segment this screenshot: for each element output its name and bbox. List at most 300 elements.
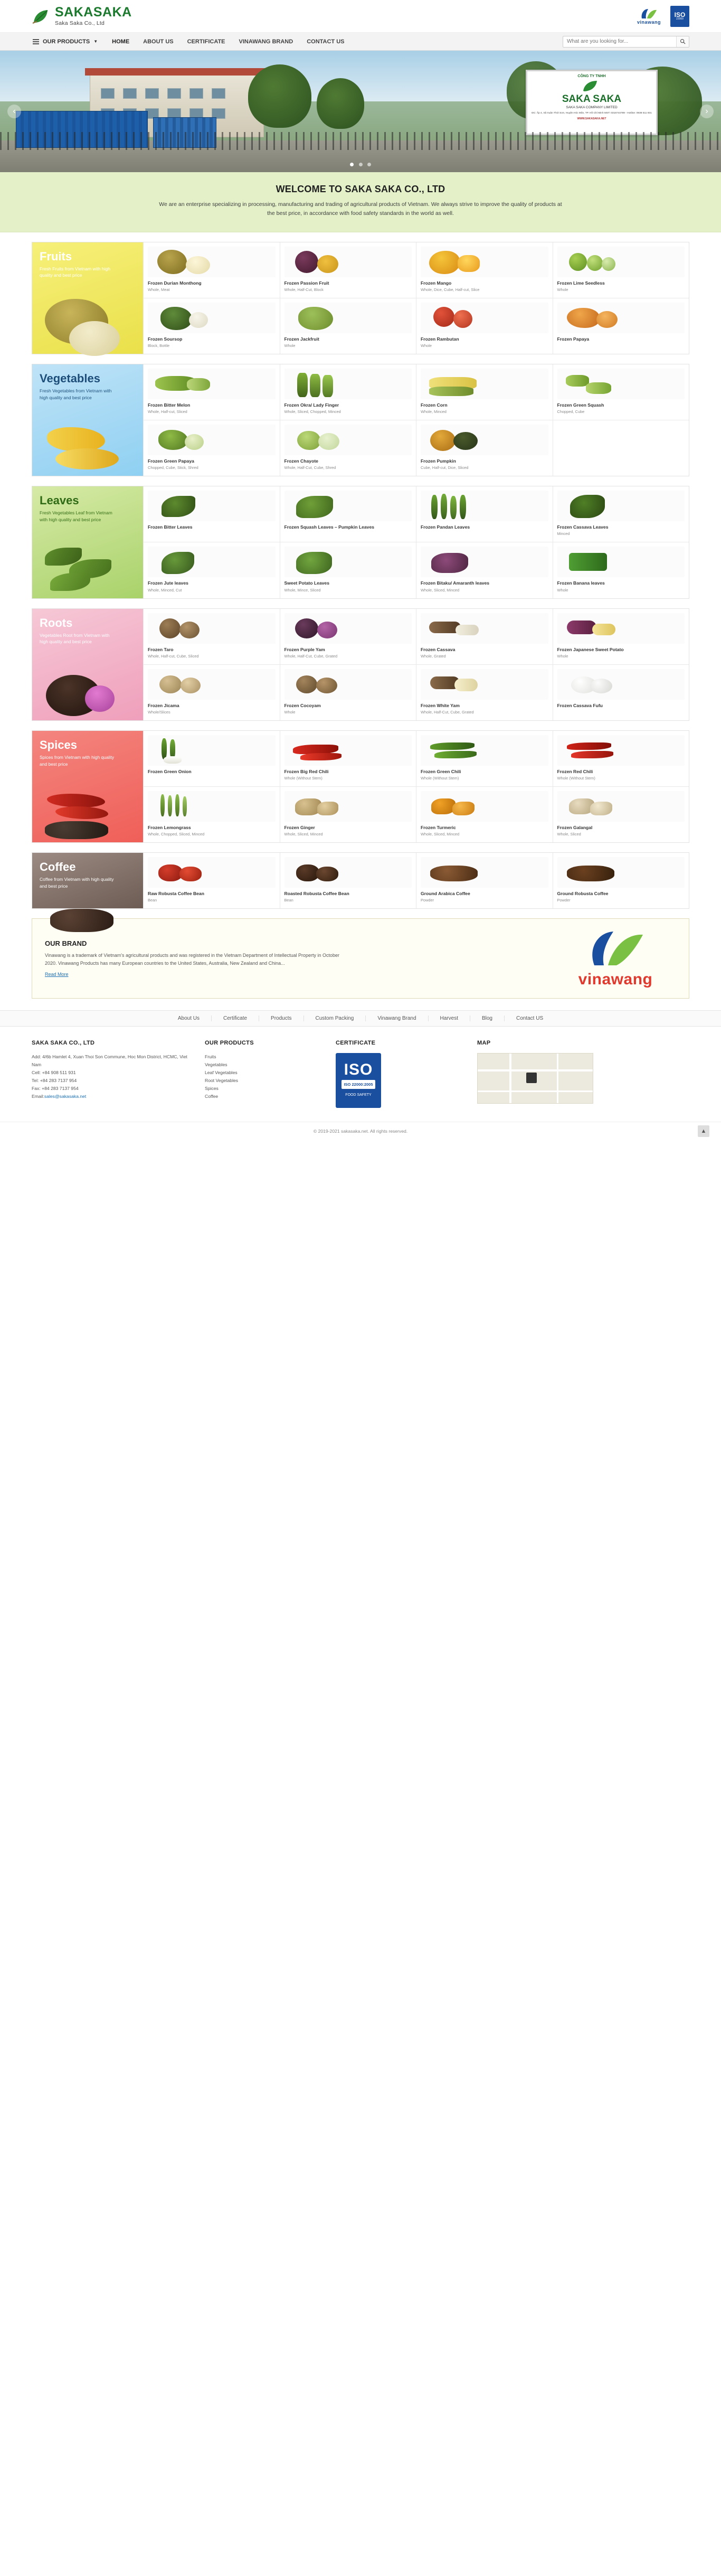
product-card[interactable]: [553, 364, 689, 420]
category-roots-illustration: [40, 651, 136, 712]
product-name: Frozen Squash Leaves – Pumpkin Leaves: [284, 524, 375, 530]
category-spices-grid: [143, 731, 689, 842]
main-navbar: [0, 33, 721, 51]
product-desc: Whole, Sliced, Minced: [421, 832, 460, 837]
product-desc: Whole, Sliced, Chopped, Minced: [284, 409, 341, 415]
category-fruits-header: [32, 242, 143, 354]
product-card[interactable]: [280, 542, 416, 598]
hero-dot-3[interactable]: [367, 163, 371, 166]
hero-next-arrow[interactable]: ›: [700, 105, 714, 118]
category-vegetables-illustration: [40, 406, 136, 467]
product-image: [557, 669, 685, 700]
category-fruits: [32, 242, 689, 354]
product-name: Frozen Pandan Leaves: [421, 524, 470, 530]
product-card[interactable]: [416, 486, 553, 542]
footer-fax: Fax: +84 283 7137 954: [32, 1085, 79, 1091]
category-leaves-title: Leaves: [40, 494, 79, 507]
product-desc: Chopped, Cube, Stick, Shred: [148, 465, 198, 471]
product-desc: Whole, Half-Cut, Cube, Shred: [284, 465, 336, 471]
product-desc: Minced: [557, 531, 570, 537]
product-card[interactable]: [416, 853, 553, 908]
footer-company-title: SAKA SAKA CO., LTD: [32, 1040, 95, 1047]
our-brand-box: [32, 918, 689, 999]
footer-product-spices[interactable]: Spices: [205, 1085, 219, 1091]
category-vegetables-header: [32, 364, 143, 476]
product-desc: Whole, Dice, Cube, Half-cut, Slice: [421, 287, 480, 292]
sign-leaf-icon: [581, 79, 602, 93]
product-image: [148, 547, 276, 577]
nav-items: [105, 33, 351, 50]
category-leaves-grid: [143, 486, 689, 598]
category-spices-illustration: [40, 773, 136, 834]
welcome-text: We are an enterprise specializing in processing, manufacturing and trading of agricultural products of Vietnam. We always strive to improve the quality of products at the best price, in accordance with food safety standards in the world as well.: [159, 201, 562, 217]
product-card[interactable]: [143, 542, 280, 598]
top-header: [0, 0, 721, 33]
footer-nav: [0, 1010, 721, 1027]
product-card[interactable]: [143, 853, 280, 908]
page-root: [0, 0, 721, 1142]
footer: [0, 1027, 721, 1121]
nav-item-contact-us[interactable]: CONTACT US: [307, 38, 345, 45]
product-name: Frozen Purple Yam: [284, 646, 325, 652]
product-card[interactable]: [553, 298, 689, 354]
product-image: [421, 791, 548, 822]
product-card[interactable]: [280, 420, 416, 476]
product-image: [284, 425, 412, 455]
footer-product-leaf-vegetables[interactable]: Leaf Vegetables: [205, 1069, 238, 1075]
footer-link-certificate[interactable]: Certificate: [212, 1016, 259, 1021]
category-fruits-illustration: [40, 284, 136, 345]
product-name: Frozen Soursop: [148, 336, 183, 342]
categories-section: [0, 232, 721, 909]
product-card[interactable]: [416, 242, 553, 298]
category-roots-title: Roots: [40, 616, 73, 629]
product-desc: Whole, Sliced, Minced: [421, 587, 460, 593]
product-name: Frozen Cocoyam: [284, 702, 321, 708]
site-logo[interactable]: [32, 6, 132, 26]
product-image: [557, 491, 685, 521]
product-name: Frozen Chayote: [284, 458, 318, 464]
product-image: [421, 247, 548, 277]
product-row: [143, 853, 689, 908]
product-card[interactable]: [143, 420, 280, 476]
product-card[interactable]: [143, 486, 280, 542]
product-desc: Chopped, Cube: [557, 409, 585, 415]
footer-product-fruits[interactable]: Fruits: [205, 1054, 216, 1059]
category-leaves-illustration: [40, 529, 136, 590]
product-image: [284, 791, 412, 822]
product-card[interactable]: [553, 787, 689, 842]
footer-product-coffee[interactable]: Coffee: [205, 1093, 219, 1099]
footer-link-custom-packing[interactable]: Custom Packing: [304, 1016, 366, 1021]
product-card[interactable]: [416, 665, 553, 720]
category-fruits-grid: [143, 242, 689, 354]
product-name: Raw Robusta Coffee Bean: [148, 891, 204, 897]
product-card[interactable]: [553, 486, 689, 542]
vinawang-logo-icon: [584, 928, 647, 970]
product-image: [148, 425, 276, 455]
footer-products-column: [205, 1038, 321, 1107]
product-name: Frozen Jicama: [148, 702, 179, 708]
product-desc: Powder: [421, 898, 434, 903]
footer-link-products[interactable]: Products: [259, 1016, 303, 1021]
hero-company-sign: [526, 70, 658, 135]
category-coffee-header: [32, 853, 143, 908]
product-desc: Whole, Minced: [421, 409, 447, 415]
welcome-section: [0, 172, 721, 232]
product-image: [421, 491, 548, 521]
product-name: Frozen Mango: [421, 280, 452, 286]
sign-address: ĐC: Ấp 4, Xã Xuân Thới Sơn, Huyện Hóc Môn, TP. Hồ Chí Minh MST: 0316744789 - Hotline: 0938 511 931: [532, 111, 652, 115]
product-row: [143, 787, 689, 842]
product-row: [143, 242, 689, 298]
copyright-bar: [0, 1122, 721, 1142]
product-image: [421, 303, 548, 333]
hero-tree-1: [248, 64, 311, 128]
footer-map-column: [477, 1038, 689, 1107]
product-card[interactable]: [553, 609, 689, 665]
category-coffee-title: Coffee: [40, 860, 76, 874]
hero-prev-arrow[interactable]: ‹: [7, 105, 21, 118]
product-card[interactable]: [280, 787, 416, 842]
product-desc: Whole, Half-Cut, Cube, Grated: [421, 709, 474, 714]
product-name: Frozen Turmeric: [421, 825, 456, 830]
our-brand-title: OUR BRAND: [45, 939, 87, 948]
product-name: Frozen Taro: [148, 646, 174, 652]
nav-item-about-us[interactable]: ABOUT US: [143, 38, 174, 45]
product-name: Frozen Galangal: [557, 825, 593, 830]
product-card[interactable]: [280, 731, 416, 787]
product-card-empty: [553, 420, 689, 476]
product-image: [421, 369, 548, 399]
hero-dot-1[interactable]: [350, 163, 354, 166]
product-name: Frozen Jute leaves: [148, 580, 188, 586]
product-desc: Whole (Without Stem): [557, 776, 595, 781]
product-name: Frozen Okra/ Lady Finger: [284, 402, 339, 408]
our-brand-text: Vinawang is a trademark of Vietnam's agricultural products and was registered in the Vietnam Department of Intellectual Property in October 2020. Vinawang Products has many European countries to the United States, Australia, New Zealand and China...: [45, 953, 340, 966]
nav-item-certificate[interactable]: CERTIFICATE: [187, 38, 225, 45]
iso-standard-text: ISO 22000:2005: [341, 1080, 375, 1089]
product-image: [284, 247, 412, 277]
product-image: [557, 791, 685, 822]
product-desc: Whole: [284, 343, 296, 348]
footer-map-title: MAP: [477, 1040, 491, 1047]
category-roots-grid: [143, 609, 689, 720]
product-card[interactable]: [143, 731, 280, 787]
product-row: [143, 609, 689, 665]
footer-product-root-vegetables[interactable]: Root Vegetables: [205, 1077, 239, 1083]
iso-badge-text: ISO: [344, 1060, 373, 1078]
product-card[interactable]: [416, 420, 553, 476]
category-vegetables-subtitle: Fresh Vegetables from Vietnam with high quality and best price: [40, 388, 112, 400]
map-embed[interactable]: [477, 1053, 593, 1104]
product-name: Frozen Passion Fruit: [284, 280, 329, 286]
category-leaves-subtitle: Fresh Vegetables Leaf from Vietnam with high quality and best price: [40, 510, 112, 522]
category-coffee-illustration: [40, 895, 136, 900]
product-desc: Powder: [557, 898, 571, 903]
vinawang-brand-word: vinawang: [578, 971, 653, 989]
product-image: [557, 369, 685, 399]
search-button[interactable]: [676, 36, 689, 47]
product-desc: Whole, Half-Cut, Cube, Grated: [284, 653, 338, 659]
product-card[interactable]: [416, 298, 553, 354]
product-card[interactable]: [416, 609, 553, 665]
our-products-menu[interactable]: [32, 33, 105, 50]
product-image: [148, 791, 276, 822]
product-name: Frozen White Yam: [421, 702, 460, 708]
product-name: Frozen Corn: [421, 402, 448, 408]
product-image: [148, 369, 276, 399]
product-name: Ground Robusta Coffee: [557, 891, 609, 897]
footer-link-about-us[interactable]: About Us: [166, 1016, 212, 1021]
product-desc: Cube, Half-cut, Dice, Sliced: [421, 465, 469, 471]
product-image: [557, 857, 685, 888]
category-fruits-subtitle: Fresh Fruits from Vietnam with high quality and best price: [40, 266, 110, 278]
product-desc: Whole: [284, 709, 296, 714]
sign-top-text: CÔNG TY TNHH: [577, 74, 606, 78]
product-image: [421, 425, 548, 455]
category-vegetables-title: Vegetables: [40, 371, 100, 385]
product-card[interactable]: [143, 665, 280, 720]
product-name: Frozen Green Onion: [148, 768, 192, 774]
sign-company-name: SAKA SAKA: [562, 93, 622, 105]
category-roots-subtitle: Vegetables Root from Vietnam with high quality and best price: [40, 632, 110, 645]
product-card[interactable]: [416, 364, 553, 420]
category-roots: [32, 608, 689, 721]
our-products-label: OUR PRODUCTS: [43, 38, 90, 45]
footer-tel: Tel: +84 283 7137 954: [32, 1077, 77, 1083]
leaf-logo-icon: [32, 7, 50, 25]
product-image: [148, 857, 276, 888]
product-card[interactable]: [280, 853, 416, 908]
footer-certificate-column: [336, 1038, 462, 1107]
hero-dots[interactable]: [0, 160, 721, 168]
product-card[interactable]: [553, 853, 689, 908]
hero-tree-2: [317, 78, 364, 129]
product-card[interactable]: [280, 364, 416, 420]
footer-link-vinawang-brand[interactable]: Vinawang Brand: [366, 1016, 428, 1021]
product-card[interactable]: [143, 298, 280, 354]
category-coffee-subtitle: Coffee from Vietnam with high quality and best price: [40, 877, 114, 889]
product-image: [557, 735, 685, 766]
footer-link-harvest[interactable]: Harvest: [429, 1016, 470, 1021]
category-spices: [32, 730, 689, 843]
product-image: [557, 303, 685, 333]
category-vegetables-grid: [143, 364, 689, 476]
product-row: [143, 731, 689, 787]
product-image: [284, 613, 412, 644]
product-desc: Whole: [557, 287, 568, 292]
brand-subtitle: Saka Saka Co., Ltd: [55, 20, 105, 26]
product-image: [148, 613, 276, 644]
product-name: Ground Arabica Coffee: [421, 891, 470, 897]
back-to-top-button[interactable]: ▲: [698, 1125, 709, 1137]
product-name: Frozen Ginger: [284, 825, 315, 830]
copyright-text: © 2019-2021 sakasaka.net. All rights reserved.: [313, 1128, 408, 1134]
product-name: Sweet Potato Leaves: [284, 580, 329, 586]
product-card[interactable]: [553, 731, 689, 787]
product-image: [284, 669, 412, 700]
product-desc: Whole: [557, 653, 568, 659]
product-desc: Whole, Mince, Sliced: [284, 587, 321, 593]
product-card[interactable]: [280, 665, 416, 720]
search-box[interactable]: [563, 36, 689, 48]
product-image: [148, 247, 276, 277]
product-name: Frozen Bitter Melon: [148, 402, 191, 408]
product-name: Frozen Cassava Leaves: [557, 524, 609, 530]
product-card[interactable]: [416, 787, 553, 842]
category-coffee: [32, 852, 689, 909]
footer-address: Add: 4/6b Hamlet 4, Xuan Thoi Son Commune, Hoc Mon District, HCMC, Viet Nam: [32, 1054, 187, 1067]
sign-company-sub: SAKA SAKA COMPANY LIMITED: [566, 105, 618, 109]
product-desc: Bean: [148, 898, 157, 903]
product-image: [557, 613, 685, 644]
vinawang-brand-logo: [555, 928, 676, 989]
product-name: Frozen Banana leaves: [557, 580, 605, 586]
product-name: Frozen Green Squash: [557, 402, 604, 408]
footer-link-contact-us[interactable]: Contact US: [516, 1016, 544, 1022]
search-input[interactable]: [563, 39, 676, 44]
product-name: Frozen Papaya: [557, 336, 590, 342]
product-name: Frozen Green Papaya: [148, 458, 194, 464]
iso-certificate-badge: [336, 1053, 381, 1108]
product-desc: Whole, Sliced, Minced: [284, 832, 323, 837]
sign-website: WWW.SAKASAKA.NET: [577, 117, 606, 121]
product-image: [148, 669, 276, 700]
footer-email-link[interactable]: sales@sakasaka.net: [44, 1093, 87, 1099]
category-spices-header: [32, 731, 143, 842]
product-image: [148, 735, 276, 766]
footer-email-label: Email:: [32, 1093, 44, 1099]
product-desc: Whole (Without Stem): [284, 776, 322, 781]
product-image: [284, 857, 412, 888]
product-name: Frozen Lemongrass: [148, 825, 191, 830]
product-desc: Whole/Slices: [148, 709, 170, 714]
product-desc: Block, Bottle: [148, 343, 170, 348]
product-desc: Whole, Half-cut, Sliced: [148, 409, 187, 415]
product-image: [284, 547, 412, 577]
product-card[interactable]: [143, 609, 280, 665]
product-name: Frozen Bitter Leaves: [148, 524, 193, 530]
category-leaves-header: [32, 486, 143, 598]
product-card[interactable]: [553, 665, 689, 720]
product-image: [421, 547, 548, 577]
product-card[interactable]: [416, 542, 553, 598]
nav-item-home[interactable]: HOME: [112, 38, 130, 45]
product-desc: Whole, Half-Cut, Block: [284, 287, 324, 292]
category-spices-title: Spices: [40, 738, 77, 751]
product-desc: Whole, Grated: [421, 653, 446, 659]
footer-cell: Cell: +84 908 511 931: [32, 1069, 76, 1075]
hero-dot-2[interactable]: [359, 163, 363, 166]
product-card[interactable]: [143, 787, 280, 842]
vinawang-logo[interactable]: [637, 8, 661, 25]
product-image: [148, 303, 276, 333]
footer-products-title: OUR PRODUCTS: [205, 1040, 254, 1047]
product-row: [143, 364, 689, 420]
product-row: [143, 486, 689, 542]
product-desc: Whole, Meat: [148, 287, 170, 292]
product-desc: Whole: [421, 343, 432, 348]
product-image: [421, 735, 548, 766]
product-name: Frozen Red Chili: [557, 768, 593, 774]
vinawang-mark-icon: [640, 8, 658, 20]
product-card[interactable]: [280, 242, 416, 298]
product-card[interactable]: [280, 298, 416, 354]
product-card[interactable]: [143, 242, 280, 298]
product-card[interactable]: [280, 609, 416, 665]
product-card[interactable]: [553, 242, 689, 298]
product-image: [557, 547, 685, 577]
product-desc: Whole, Chopped, Sliced, Minced: [148, 832, 205, 837]
hamburger-icon: [33, 38, 39, 45]
product-image: [421, 857, 548, 888]
nav-item-vinawang-brand[interactable]: VINAWANG BRAND: [239, 38, 293, 45]
product-desc: Whole, Half-cut, Cube, Sliced: [148, 653, 199, 659]
product-image: [148, 491, 276, 521]
footer-product-vegetables[interactable]: Vegetables: [205, 1061, 227, 1067]
iso-badge-main: ISO: [674, 11, 686, 18]
product-row: [143, 542, 689, 598]
product-name: Frozen Japanese Sweet Potato: [557, 646, 624, 652]
product-image: [284, 303, 412, 333]
welcome-title: WELCOME TO SAKA SAKA CO., LTD: [276, 184, 445, 194]
product-name: Frozen Bitaku/ Amaranth leaves: [421, 580, 490, 586]
product-image: [421, 613, 548, 644]
footer-certificate-title: CERTIFICATE: [336, 1040, 376, 1047]
product-name: Frozen Lime Seedless: [557, 280, 605, 286]
product-card[interactable]: [553, 542, 689, 598]
category-roots-header: [32, 609, 143, 720]
product-name: Frozen Jackfruit: [284, 336, 319, 342]
read-more-link[interactable]: Read More: [45, 972, 69, 977]
chevron-down-icon: ▼: [93, 39, 98, 44]
category-leaves: [32, 486, 689, 598]
category-spices-subtitle: Spices from Vietnam with high quality and best price: [40, 754, 115, 767]
product-name: Frozen Durian Monthong: [148, 280, 202, 286]
category-vegetables: [32, 364, 689, 476]
hero-banner: [0, 51, 721, 172]
footer-link-blog[interactable]: Blog: [470, 1016, 505, 1021]
product-image: [557, 247, 685, 277]
search-icon: [680, 39, 686, 44]
product-name: Frozen Pumpkin: [421, 458, 456, 464]
hero-fence: [0, 132, 721, 150]
product-name: Frozen Rambutan: [421, 336, 459, 342]
category-coffee-grid: [143, 853, 689, 908]
product-card[interactable]: [416, 731, 553, 787]
footer-company-column: [32, 1038, 190, 1107]
product-row: [143, 665, 689, 720]
product-row: [143, 298, 689, 354]
category-fruits-title: Fruits: [40, 249, 72, 263]
product-desc: Whole, Minced, Cut: [148, 587, 182, 593]
product-image: [284, 491, 412, 521]
vinawang-label: vinawang: [637, 19, 661, 25]
product-desc: Whole (Without Stem): [421, 776, 459, 781]
product-name: Frozen Big Red Chili: [284, 768, 329, 774]
product-row: [143, 420, 689, 476]
product-name: Frozen Cassava: [421, 646, 456, 652]
iso-badge: [670, 6, 689, 27]
product-card[interactable]: [280, 486, 416, 542]
iso-scope-text: FOOD SAFETY: [345, 1093, 372, 1097]
product-image: [284, 369, 412, 399]
product-card[interactable]: [143, 364, 280, 420]
product-name: Frozen Green Chili: [421, 768, 461, 774]
product-desc: Whole, Sliced: [557, 832, 581, 837]
product-desc: Whole: [557, 587, 568, 593]
